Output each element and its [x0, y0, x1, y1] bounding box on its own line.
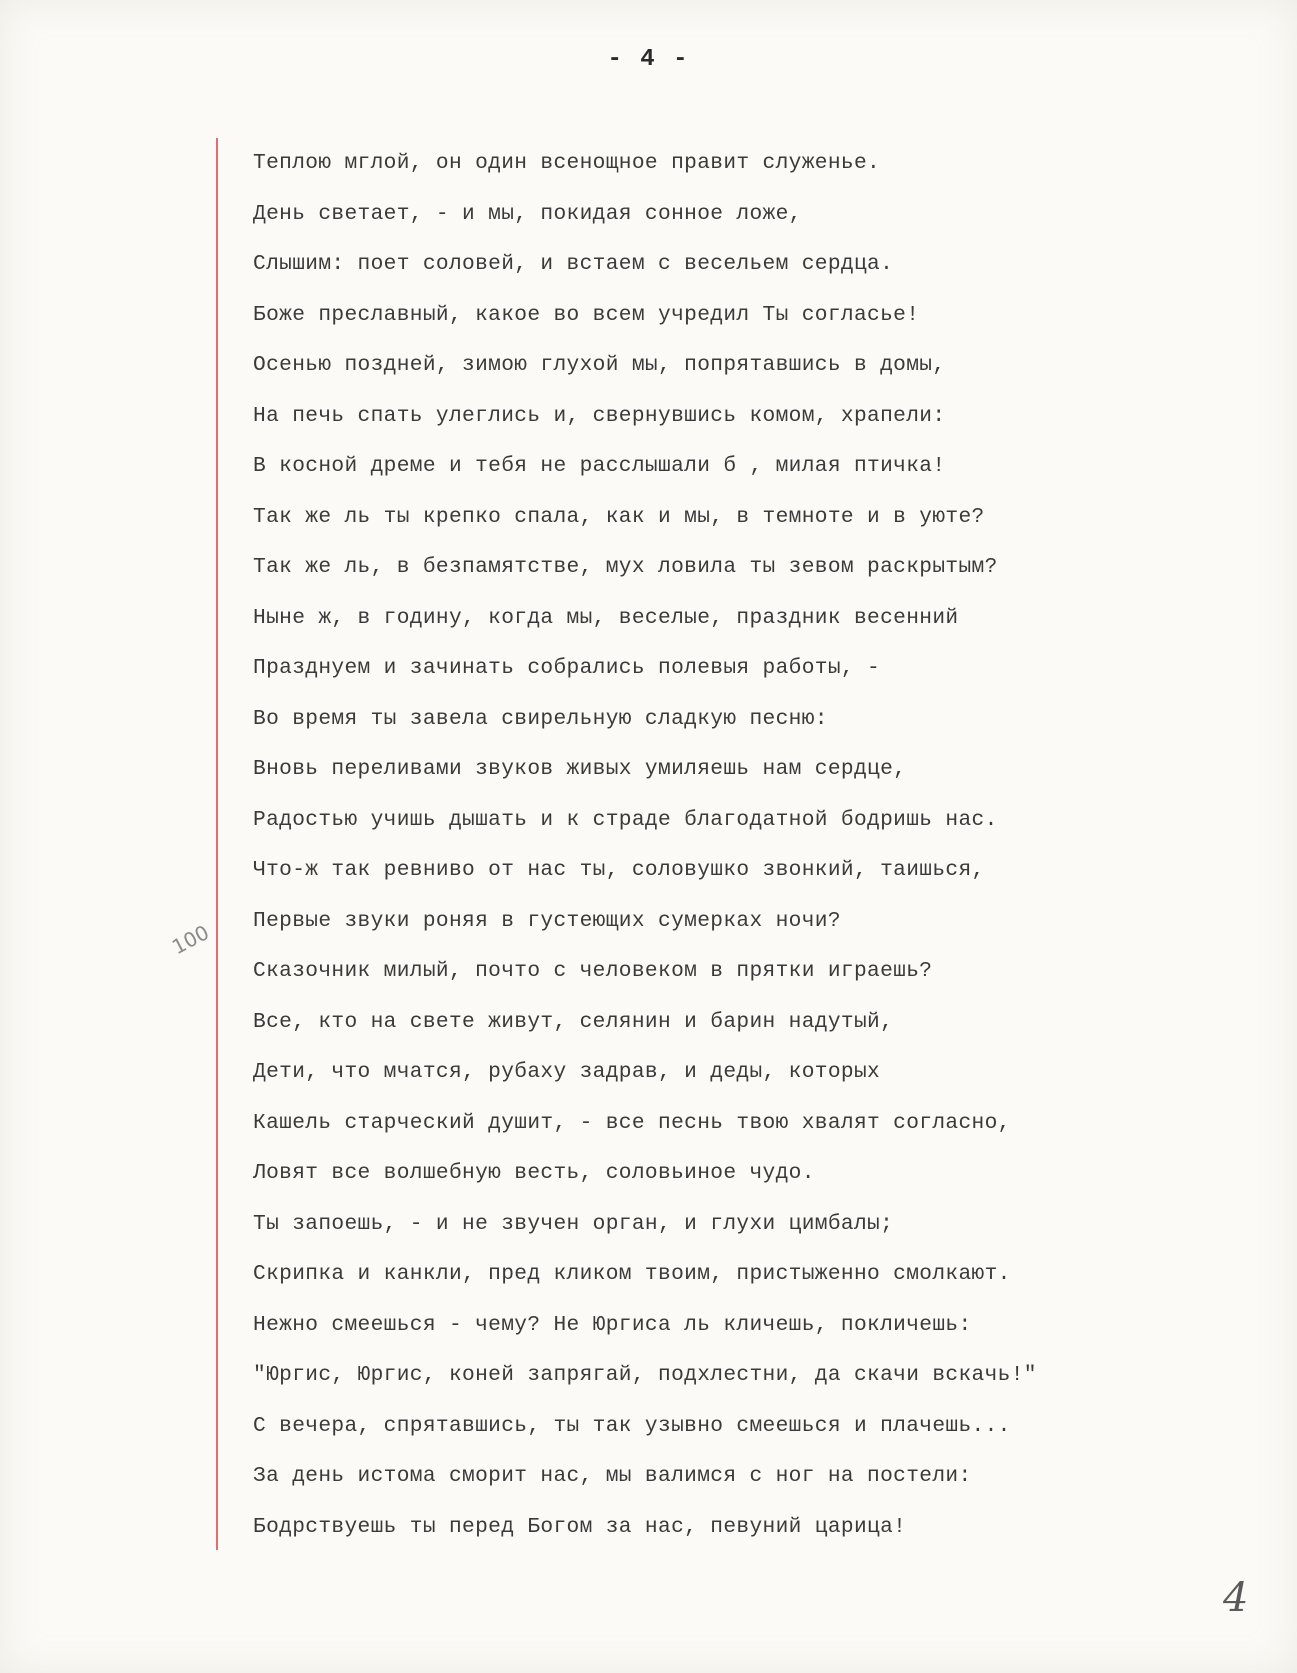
text-line: Ловят все волшебную весть, соловьиное чудо.: [253, 1161, 815, 1185]
text-line: Празднуем и зачинать собрались полевыя работы, -: [253, 656, 881, 680]
handwritten-page-number: 4: [1223, 1575, 1249, 1621]
text-line: Первые звуки роняя в густеющих сумерках ночи?: [253, 908, 841, 933]
text-line: Вновь переливами звуков живых умиляешь нам сердце,: [253, 757, 907, 781]
text-line: Все, кто на свете живут, селянин и барин надутый,: [253, 1009, 894, 1034]
text-line: Осенью поздней, зимою глухой мы, попрятавшись в домы,: [253, 353, 946, 377]
text-line: С вечера, спрятавшись, ты так узывно смеешься и плачешь...: [253, 1413, 1011, 1438]
text-line: Так же ль ты крепко спала, как и мы, в темноте и в уюте?: [253, 504, 985, 529]
text-line: Боже преславный, какое во всем учредил Ты согласье!: [253, 302, 920, 327]
red-margin-line: [216, 138, 218, 1550]
text-line: Кашель старческий душит, - все песнь твою хвалят согласно,: [253, 1110, 1011, 1135]
text-line: Слышим: поет соловей, и встаем с весельем сердца.: [253, 252, 894, 276]
text-line: Так же ль, в безпамятстве, мух ловила ты зевом раскрытым?: [253, 555, 998, 579]
text-line: Сказочник милый, почто с человеком в прятки играешь?: [253, 959, 933, 983]
text-line: Во время ты завела свирельную сладкую песню:: [253, 706, 828, 731]
poem-text-block: [253, 138, 1263, 1552]
text-line: За день истома сморит нас, мы валимся с ног на постели:: [253, 1464, 972, 1488]
text-line: Что-ж так ревниво от нас ты, соловушко звонкий, таишься,: [253, 858, 985, 882]
page-number-header: - 4 -: [607, 46, 690, 73]
text-line: Ныне ж, в годину, когда мы, веселые, праздник весенний: [253, 605, 959, 630]
text-line: Теплою мглой, он один всенощное правит служенье.: [253, 151, 881, 175]
text-line: Нежно смеешься - чему? Не Юргиса ль кличешь, покличешь:: [253, 1312, 972, 1337]
text-line: В косной дреме и тебя не расслышали б , милая птичка!: [253, 454, 946, 478]
text-line: На печь спать улеглись и, свернувшись комом, храпели:: [253, 403, 946, 428]
text-line: Дети, что мчатся, рубаху задрав, и деды, которых: [253, 1060, 881, 1084]
text-line: Радостью учишь дышать и к страде благодатной бодришь нас.: [253, 807, 998, 832]
text-line: "Юргис, Юргис, коней запрягай, подхлестни, да скачи вскачь!": [253, 1363, 1037, 1387]
text-line: Бодрствуешь ты перед Богом за нас, певуний царица!: [253, 1514, 907, 1539]
margin-line-count-note: 100: [168, 920, 213, 960]
text-line: Скрипка и канкли, пред кликом твоим, пристыженно смолкают.: [253, 1262, 1011, 1286]
text-line: Ты запоешь, - и не звучен орган, и глухи цимбалы;: [253, 1211, 894, 1236]
text-line: День светает, - и мы, покидая сонное ложе,: [253, 201, 802, 226]
